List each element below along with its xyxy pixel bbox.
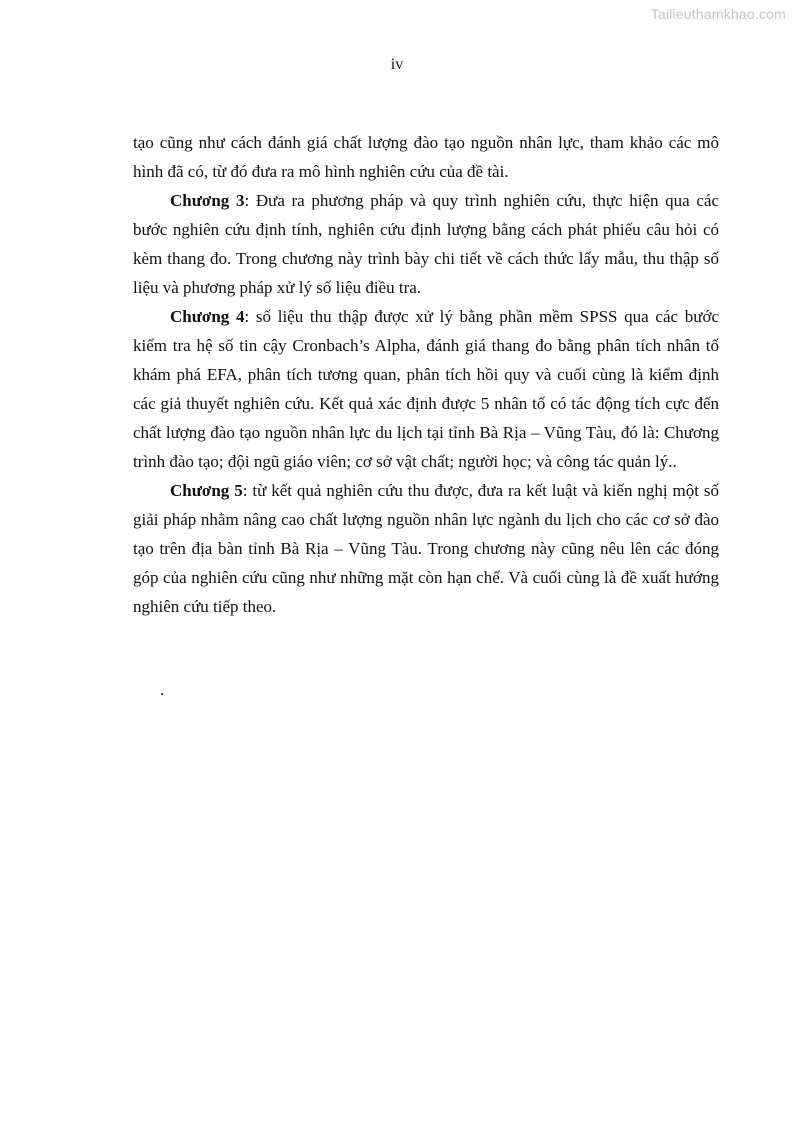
paragraph-text: : Đưa ra phương pháp và quy trình nghiên cứu, thực hiện qua các bước nghiên cứu định tính, nghiên cứu định lượng bằng cách phát phiếu câu hỏi có kèm thang đo. Trong chương này trình bày chi tiết về cách thức lấy mẫu, thu thập số liệu và phương pháp xử lý số liệu điều tra. — [133, 191, 719, 297]
paragraph-chapter-4 — [133, 302, 719, 476]
paragraph-chapter-3 — [133, 186, 719, 302]
watermark: Tailieuthamkhao.com — [650, 6, 786, 22]
paragraph-chapter-5 — [133, 476, 719, 621]
document-body — [133, 128, 719, 621]
paragraph-text: tạo cũng như cách đánh giá chất lượng đào tạo nguồn nhân lực, tham khảo các mô hình đã có, từ đó đưa ra mô hình nghiên cứu của đề tài. — [133, 133, 719, 181]
chapter-label: Chương 4 — [170, 307, 245, 326]
paragraph-text: : số liệu thu thập được xử lý bằng phần mềm SPSS qua các bước kiểm tra hệ số tin cậy Cronbach’s Alpha, đánh giá thang đo bằng phân tích nhân tố khám phá EFA, phân tích tương quan, phân tích hồi quy và cuối cùng là kiểm định các giả thuyết nghiên cứu. Kết quả xác định được 5 nhân tố có tác động tích cực đến chất lượng đào tạo nguồn nhân lực du lịch tại tỉnh Bà Rịa – Vũng Tàu, đó là: Chương trình đào tạo; đội ngũ giáo viên; cơ sở vật chất; người học; và công tác quản lý.. — [133, 307, 719, 471]
chapter-label: Chương 3 — [170, 191, 245, 210]
paragraph-chapter-2-continuation — [133, 128, 719, 186]
chapter-label: Chương 5 — [170, 481, 243, 500]
paragraph-text: : từ kết quả nghiên cứu thu được, đưa ra kết luật và kiến nghị một số giải pháp nhằm nâng cao chất lượng nguồn nhân lực ngành du lịch cho các cơ sở đào tạo trên địa bàn tỉnh Bà Rịa – Vũng Tàu. Trong chương này cũng nêu lên các đóng góp của nghiên cứu cũng như những mặt còn hạn chế. Và cuối cùng là đề xuất hướng nghiên cứu tiếp theo. — [133, 481, 719, 616]
trailing-mark: . — [160, 680, 165, 699]
page-number: iv — [390, 56, 404, 73]
